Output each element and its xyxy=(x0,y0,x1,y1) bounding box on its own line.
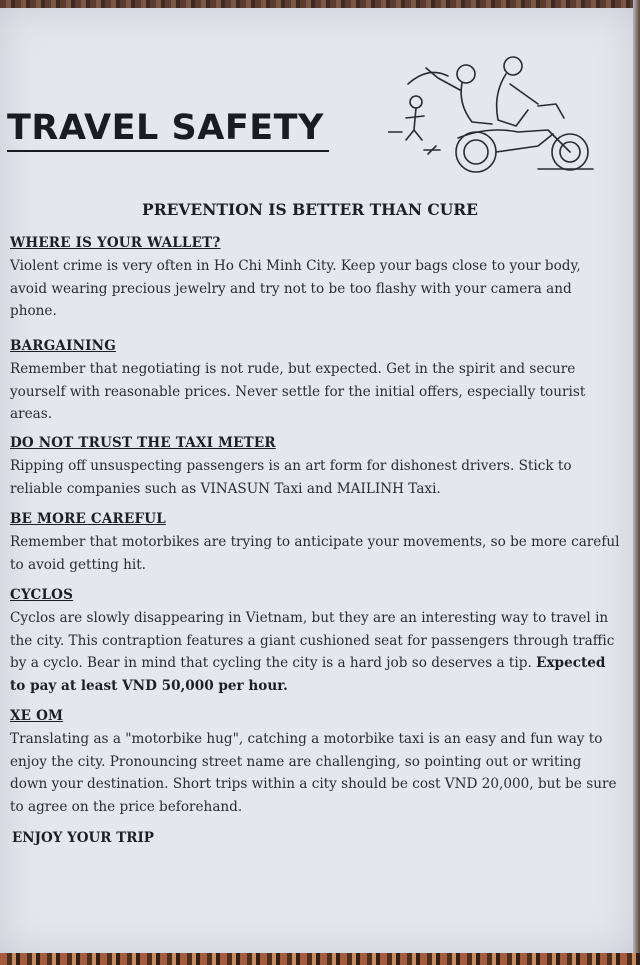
section-body: Violent crime is very often in Ho Chi Minh City. Keep your bags close to your body, avoid wearing precious jewelry and try not to be too flashy with your camera and phone. xyxy=(10,258,581,319)
section-heading: BARGAINING xyxy=(10,338,116,354)
section-xe-om xyxy=(10,708,620,818)
title-underline xyxy=(7,150,329,152)
paper-right-edge xyxy=(633,0,640,965)
section-body: Remember that negotiating is not rude, but expected. Get in the spirit and secure yourself with reasonable prices. Never settle for the initial offers, especially tourist areas. xyxy=(10,361,586,422)
section-heading: DO NOT TRUST THE TAXI METER xyxy=(10,435,276,451)
section-body xyxy=(10,607,620,697)
motorbike-riders-illustration xyxy=(388,54,598,176)
section-body: Translating as a "motorbike hug", catching a motorbike taxi is an easy and fun way to enjoy the city. Pronouncing street name are challenging, so pointing out or writing down your destination. Short trips within a city should be cost VND 20,000, but be sure to agree on the price beforehand. xyxy=(10,731,617,815)
section-cyclos xyxy=(10,587,620,697)
section-wallet xyxy=(10,235,620,323)
section-bargaining xyxy=(10,338,620,426)
page-subtitle: PREVENTION IS BETTER THAN CURE xyxy=(142,200,478,219)
section-body: Ripping off unsuspecting passengers is an art form for dishonest drivers. Stick to reliable companies such as VINASUN Taxi and MAILINH Taxi. xyxy=(10,458,572,497)
section-be-careful xyxy=(10,511,620,576)
page-title: TRAVEL SAFETY xyxy=(7,108,324,148)
fabric-bottom-edge xyxy=(0,953,640,965)
section-heading: XE OM xyxy=(10,708,64,724)
closing-line: ENJOY YOUR TRIP xyxy=(12,830,154,846)
section-body: Remember that motorbikes are trying to anticipate your movements, so be more careful to avoid getting hit. xyxy=(10,534,620,573)
cyclos-price-emphasis: Expected to pay at least VND 50,000 per hour. xyxy=(10,655,606,694)
section-heading: BE MORE CAREFUL xyxy=(10,511,166,527)
section-taxi-meter xyxy=(10,435,620,500)
section-heading: CYCLOS xyxy=(10,587,74,603)
section-heading: WHERE IS YOUR WALLET? xyxy=(10,235,221,251)
cyclos-body-text: Cyclos are slowly disappearing in Vietnam, but they are an interesting way to travel in the city. This contraption features a giant cushioned seat for passengers through traffic by a cyclo. Bear in mind that cycling the city is a hard job so deserves a tip. xyxy=(10,610,615,671)
